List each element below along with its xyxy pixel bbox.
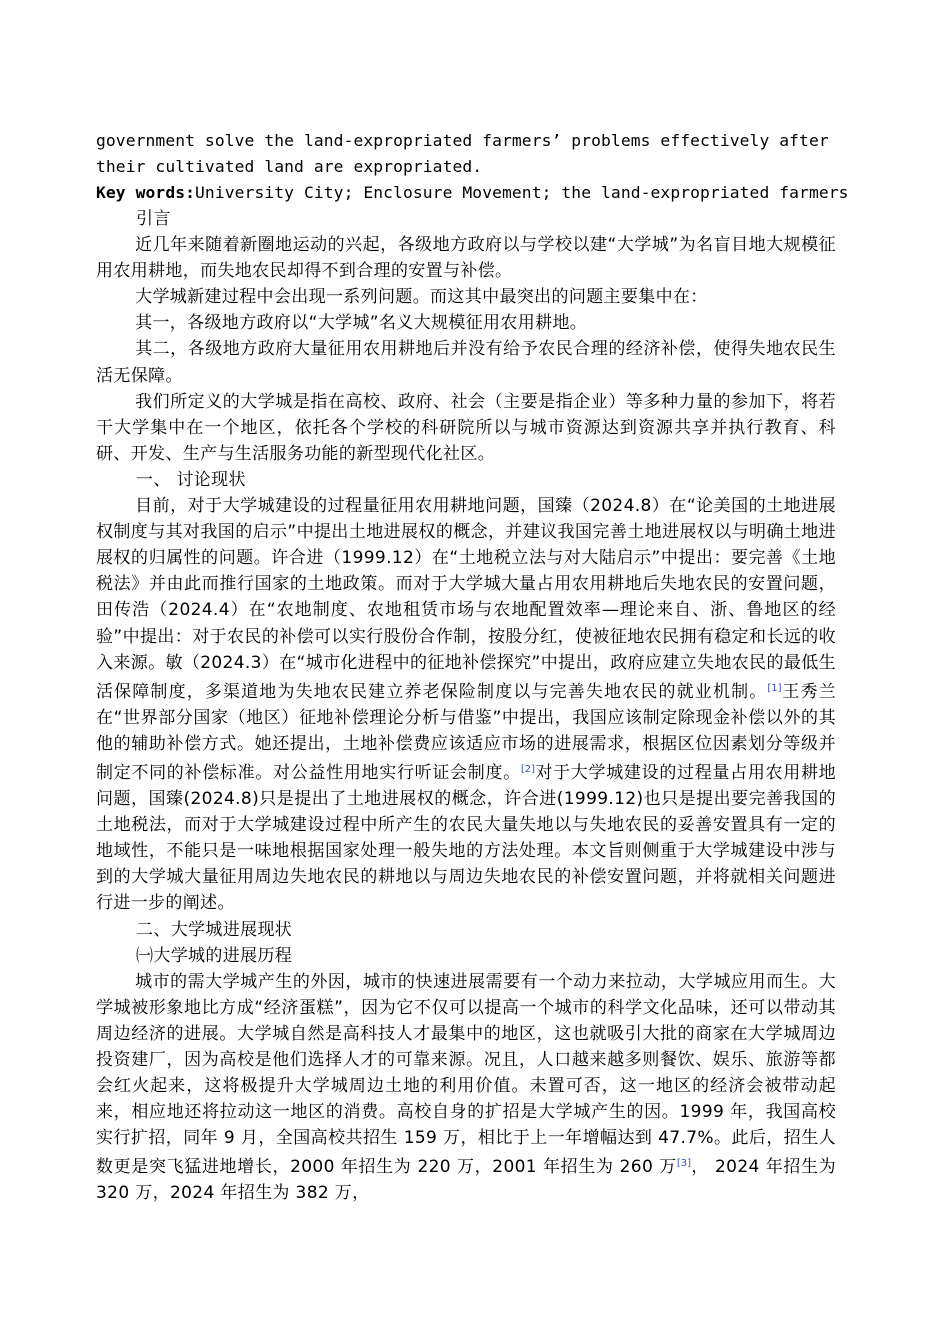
abstract-line: their cultivated land are expropriated. (96, 157, 483, 176)
paragraph-text: 城市的需大学城产生的外因，城市的快速进展需要有一个动力来拉动，大学城应用而生。大学城被形象地比方成“经济蛋糕”，因为它不仅可以提高一个城市的科学文化品味，还可以带动其周边经济的进展。大学城自然是高科技人才最集中的地区，这也就吸引大批的商家在大学城周边投资建厂，因为高校是他们选择人才的可靠来源。况且，人口越来越多则餐饮、娱乐、旅游等都会红火起来，这将极提升大学城周边土地的利用价值。未置可否，这一地区的经济会被带动起来，相应地还将拉动这一地区的消费。高校自身的扩招是大学城产生的因。1999 年，我国高校实行扩招，同年 9 月，全国高校共招生 159 万，相比于上一年增幅达到 47.7%。此后，招生人数更是突飞猛进地增长，2000 年招生为 220 万，2001 年招生为 260 万 (96, 971, 836, 1178)
keywords-label: Key words: (96, 183, 196, 202)
subsection-heading-history: ㈠大学城的进展历程 (136, 945, 293, 966)
citation-ref-3[interactable]: [3] (676, 1158, 692, 1170)
paragraph-text: 对于大学城建设的过程量占用农用耕地问题，国臻(2024.8)只是提出了土地进展权的概念，许合进(1999.12)也只是提出要完善我国的土地税法，而对于大学城建设过程中所产生的农民大量失地以与失地农民的妥善安置具有一定的地域性，不能只是一味地根据国家处理一般失地的方法处理。本文旨则侧重于大学城建设中涉与到的大学城大量征用周边失地农民的耕地以与周边失地农民的补偿安置问题，并将就相关问题进行进一步的阐述。 (96, 762, 836, 914)
intro-paragraph: 我们所定义的大学城是指在高校、政府、社会（主要是指企业）等多种力量的参加下，将若干大学集中在一个地区，依托各个学校的科研院所以与城市资源达到资源共享并执行教育、科研、开发、生产与生活服务功能的新型现代化社区。 (96, 391, 836, 464)
section-heading-development-status: 二、大学城进展现状 (136, 919, 293, 940)
intro-paragraph: 其一，各级地方政府以“大学城”名义大规模征用农用耕地。 (135, 313, 588, 334)
keywords-value: University City; Enclosure Movement; the land-expropriated farmers (195, 183, 849, 202)
citation-ref-2[interactable]: [2] (520, 763, 536, 775)
history-paragraph (96, 969, 836, 1207)
keywords-line (96, 180, 849, 206)
intro-heading: 引言 (136, 209, 171, 229)
intro-paragraph: 其二，各级地方政府大量征用农用耕地后并没有给予农民合理的经济补偿，使得失地农民生活无保障。 (96, 339, 836, 386)
section-heading-research-status: 一、 讨论现状 (136, 469, 246, 490)
intro-paragraph: 近几年来随着新圈地运动的兴起，各级地方政府以与学校以建“大学城”为名盲目地大规模征用农用耕地，而失地农民却得不到合理的安置与补偿。 (96, 235, 836, 282)
citation-ref-1[interactable]: [1] (767, 682, 782, 694)
abstract-line: government solve the land-expropriated farmers’ problems effectively after (96, 131, 829, 150)
document-body (96, 128, 849, 1207)
paragraph-text: 王秀兰在“世界部分国家（地区）征地补偿理论分析与借鉴”中提出，我国应该制定除现金补偿以外的其他的辅助补偿方式。她还提出，土地补偿费应该适应市场的进展需求，根据区位因素划分等级并制定不同的补偿标准。对公益性用地实行听证会制度。 (96, 681, 836, 783)
paragraph-text: 目前，对于大学城建设的过程量征用农用耕地问题，国臻（2024.8）在“论美国的土地进展权制度与其对我国的启示”中提出土地进展权的概念，并建议我国完善土地进展权以与明确土地进展权的归属性的问题。许合进（1999.12）在“土地税立法与对大陆启示”中提出：要完善《土地税法》并由此而推行国家的土地政策。而对于大学城大量占用农用耕地后失地农民的安置问题，田传浩（2024.4）在“农地制度、农地租赁市场与农地配置效率—理论来自、浙、鲁地区的经验”中提出：对于农民的补偿可以实行股份合作制，按股分红，使被征地农民拥有稳定和长远的收入来源。敏（2024.3）在“城市化进程中的征地补偿探究”中提出，政府应建立失地农民的最低生活保障制度，多渠道地为失地农民建立养老保险制度以与完善失地农民的就业机制。 (96, 496, 836, 702)
intro-paragraph: 大学城新建过程中会出现一系列问题。而这其中最突出的问题主要集中在： (135, 287, 708, 308)
research-status-paragraph (96, 493, 836, 917)
paragraph-text: ， 2024 年招生为 320 万，2024 年招生为 382 万， (96, 1157, 837, 1204)
